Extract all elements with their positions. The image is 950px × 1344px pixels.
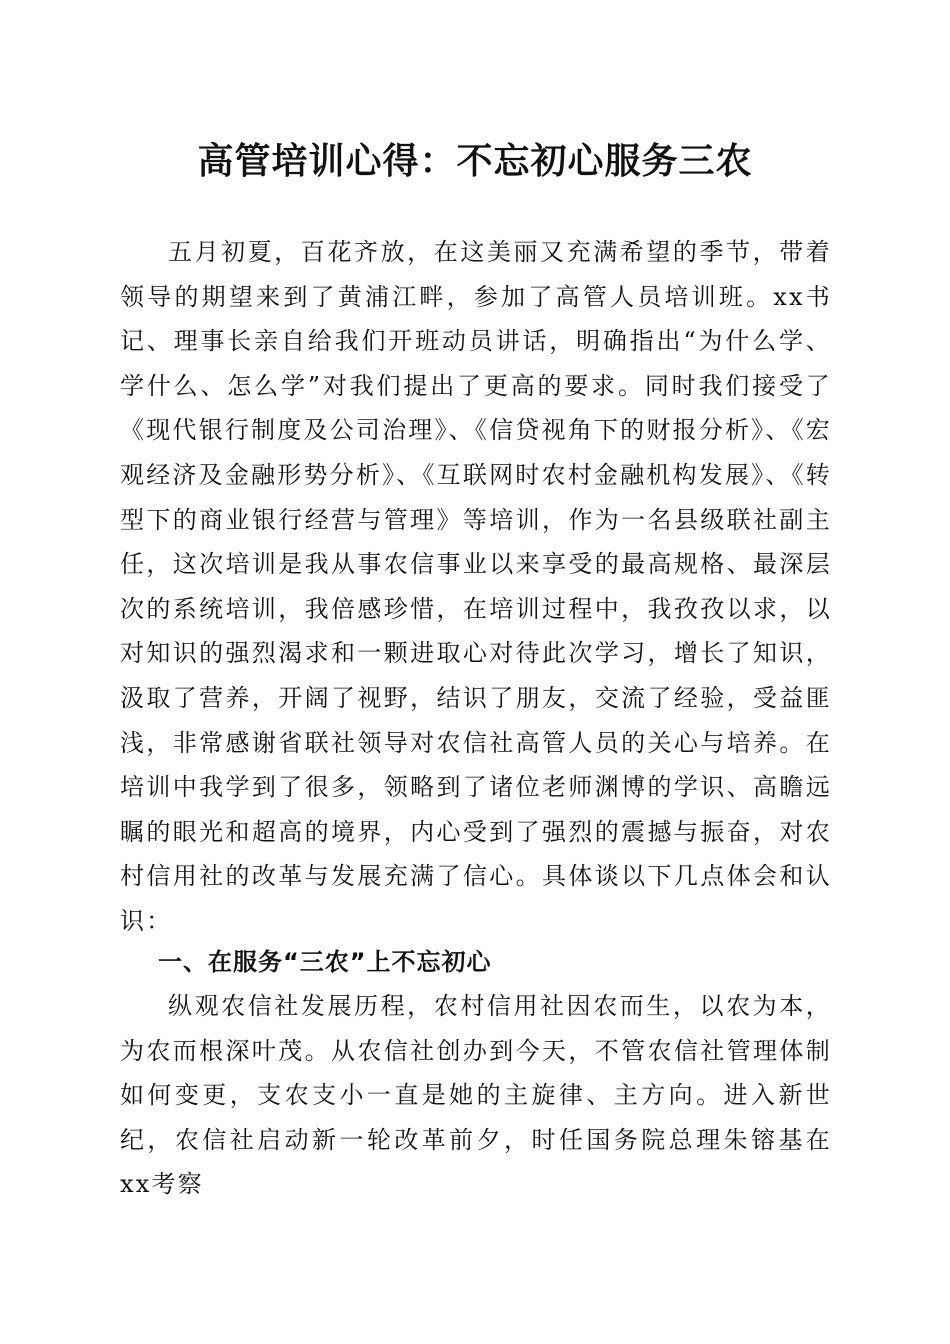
document-title: 高管培训心得：不忘初心服务三农 (197, 140, 753, 182)
section-paragraph: 纵观农信社发展历程，农村信用社因农而生，以农为本，为农而根深叶茂。从农信社创办到今天，不管农信社管理体制如何变更，支农支小一直是她的主旋律、主方向。进入新世纪，农信社启动新一轮改革前夕，时任国务院总理朱镕基在xx考察 (120, 992, 832, 1199)
intro-paragraph: 五月初夏，百花齐放，在这美丽又充满希望的季节，带着领导的期望来到了黄浦江畔，参加了高管人员培训班。xx书记、理事长亲自给我们开班动员讲话，明确指出“为什么学、学什么、怎么学”对我们提出了更高的要求。同时我们接受了《现代银行制度及公司治理》、《信贷视角下的财报分析》、《宏观经济及金融形势分析》、《互联网时农村金融机构发展》、《转型下的商业银行经营与管理》等培训，作为一名县级联社副主任，这次培训是我从事农信事业以来享受的最高规格、最深层次的系统培训，我倍感珍惜，在培训过程中，我孜孜以求，以对知识的强烈渴求和一颗进取心对待此次学习，增长了知识，汲取了营养，开阔了视野，结识了朋友，交流了经验，受益匪浅，非常感谢省联社领导对农信社高管人员的关心与培养。在培训中我学到了很多，领略到了诸位老师渊博的学识、高瞻远瞩的眼光和超高的境界，内心受到了强烈的震撼与振奋，对农村信用社的改革与发展充满了信心。具体谈以下几点体会和认识： (120, 238, 832, 935)
section-heading: 一、在服务“三农”上不忘初心 (158, 948, 492, 976)
